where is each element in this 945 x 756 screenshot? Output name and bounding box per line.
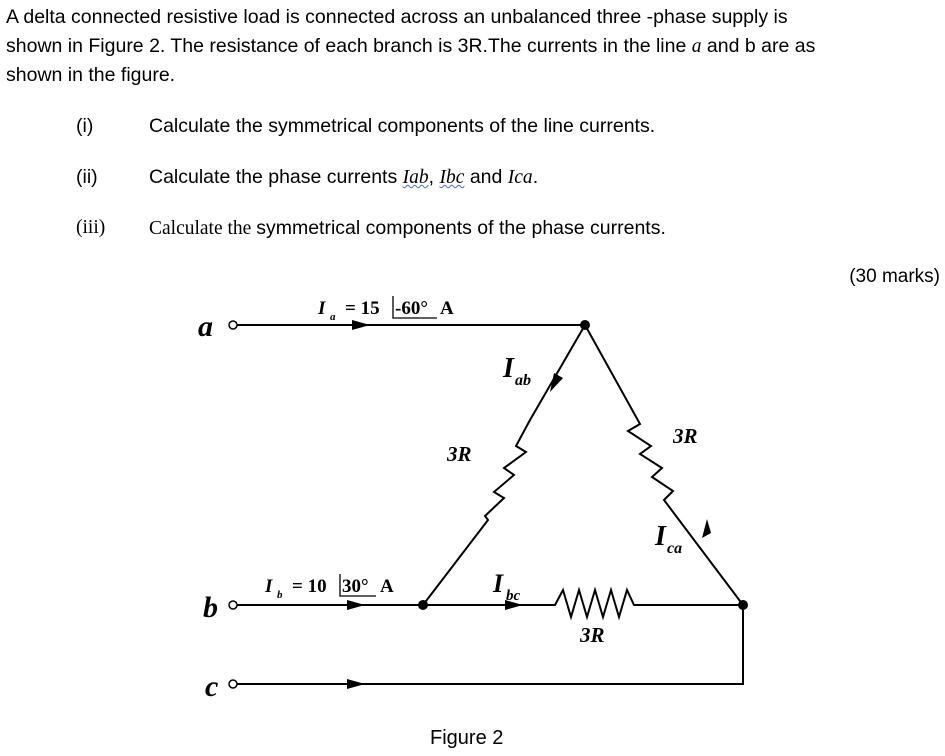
question-items-1-v2: Ibc bbox=[439, 167, 465, 188]
figure-Ia-sub: a bbox=[330, 311, 336, 323]
figure-Ibc-sub: bc bbox=[506, 588, 521, 604]
iab-label bbox=[502, 353, 531, 389]
figure-Ia-mag: = 15 bbox=[345, 298, 380, 319]
terminal-a-label: a bbox=[198, 310, 213, 343]
question-intro_part1: A delta connected resistive load is connected across an unbalanced three -phase supply is shown in Figure 2. The resistance of each branch is 3R.The currents in the line bbox=[6, 6, 788, 57]
figure-Ica-sym: I bbox=[655, 521, 666, 552]
figure-Ia-unit: A bbox=[440, 298, 454, 319]
figure-Ia-sym: I bbox=[318, 298, 326, 319]
arrow-ia bbox=[352, 320, 370, 330]
terminal-b-label: b bbox=[203, 591, 218, 624]
arrow-ib bbox=[347, 600, 365, 610]
node-c bbox=[738, 600, 748, 610]
terminal-a bbox=[229, 321, 237, 329]
terminal-c bbox=[229, 680, 237, 688]
figure-Iab-sub: ab bbox=[515, 372, 531, 389]
question-items-2-num: (iii) bbox=[76, 217, 106, 238]
figure-Iab-sym: I bbox=[503, 353, 514, 384]
question-items-1-and: and bbox=[464, 166, 508, 188]
figure-Ib-unit: A bbox=[380, 576, 394, 597]
line-c bbox=[237, 605, 743, 684]
ibc-label bbox=[492, 569, 521, 604]
question-intro_var: a bbox=[691, 36, 702, 57]
figure-Ib-angle: 30° bbox=[342, 576, 369, 597]
figure-Ib-mag: = 10 bbox=[292, 576, 327, 597]
question-items-2-text: symmetrical components of the phase currents. bbox=[256, 217, 666, 239]
ib-label bbox=[264, 576, 394, 601]
question-items-0-text: Calculate the symmetrical components of the line currents. bbox=[149, 115, 656, 137]
question-items-1-v3: Ica bbox=[507, 167, 533, 188]
node-top bbox=[580, 320, 590, 330]
terminal-b bbox=[229, 601, 237, 609]
node-b bbox=[418, 600, 428, 610]
arrow-ic bbox=[347, 679, 365, 689]
figure-Ib-sym: I bbox=[265, 576, 273, 597]
ia-label bbox=[317, 298, 454, 323]
branch-ca bbox=[585, 325, 743, 605]
question-items-1-sep: , bbox=[428, 166, 440, 188]
marks-label: (30 marks) bbox=[849, 266, 940, 287]
ica-label bbox=[654, 521, 682, 557]
resistor-ca-label: 3R bbox=[673, 424, 698, 448]
figure-Ibc-sym: I bbox=[493, 569, 504, 598]
question-items-1-v1: Iab bbox=[402, 167, 429, 188]
question-items-1-num: (ii) bbox=[76, 166, 98, 188]
question-intro_part2: and b are as shown in the figure. bbox=[6, 35, 816, 86]
branch-bc bbox=[423, 590, 743, 617]
question-items-0-num: (i) bbox=[76, 115, 94, 137]
question-items-2-text_serif: Calculate the bbox=[149, 218, 257, 239]
figure-Ica-sub: ca bbox=[667, 540, 683, 557]
question-items-1-end: . bbox=[532, 166, 539, 188]
resistor-bc-label: 3R bbox=[580, 623, 605, 647]
resistor-ab-label: 3R bbox=[447, 442, 472, 466]
arrow-ica bbox=[702, 519, 711, 538]
terminal-c-label: c bbox=[205, 670, 219, 703]
question-items-1-text: Calculate the phase currents bbox=[149, 166, 403, 188]
figure-Ia-angle: -60° bbox=[395, 298, 428, 319]
figure-Ib-sub: b bbox=[277, 589, 283, 601]
figure-caption: Figure 2 bbox=[430, 727, 504, 749]
